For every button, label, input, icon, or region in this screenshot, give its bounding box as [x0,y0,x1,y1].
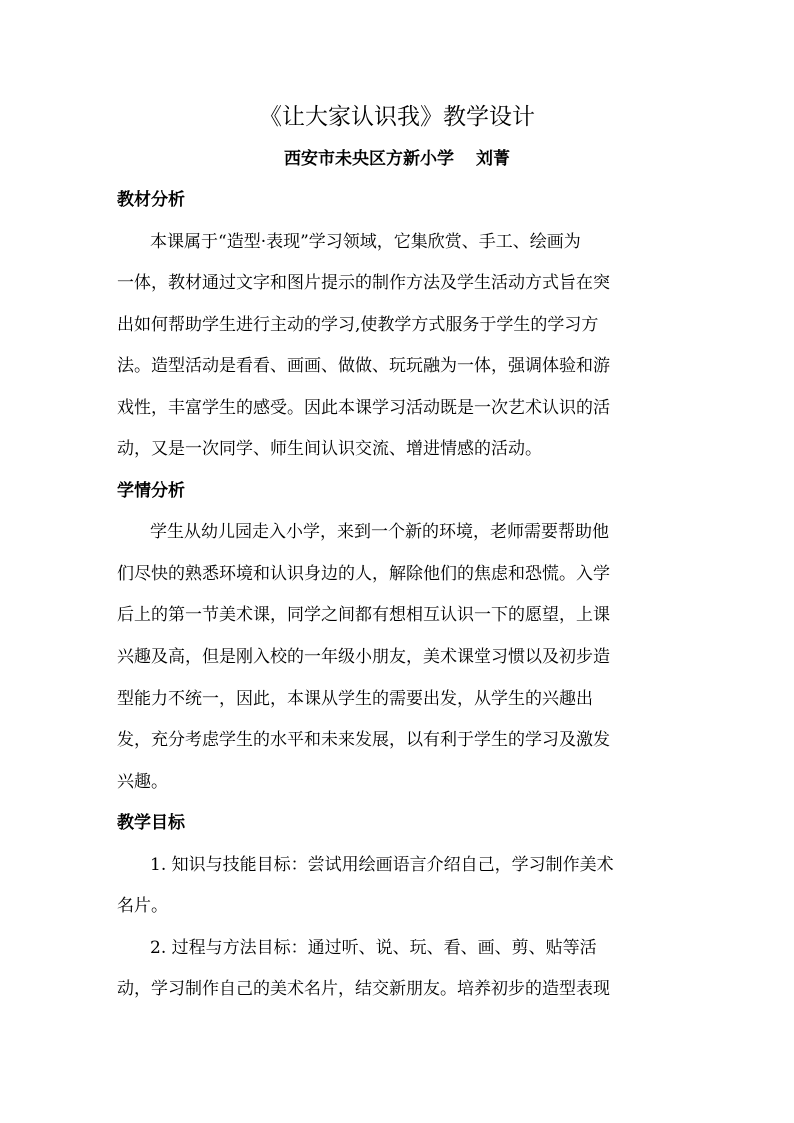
paragraph-line: 动，又是一次同学、师生间认识交流、增进情感的活动。 [117,439,542,459]
paragraph-line: 2. 过程与方法目标：通过听、说、玩、看、画、剪、贴等活 [150,938,597,958]
author-name: 刘菁 [476,149,510,169]
paragraph-line: 动，学习制作自己的美术名片，结交新朋友。培养初步的造型表现 [117,979,610,999]
paragraph-line: 兴趣。 [117,772,168,792]
section-heading: 教学目标 [117,813,185,833]
paragraph-line: 发，充分考虑学生的水平和未来发展，以有利于学生的学习及激发 [117,730,610,750]
section-heading: 学情分析 [117,481,185,501]
paragraph-line: 们尽快的熟悉环境和认识身边的人，解除他们的焦虑和恐慌。入学 [117,564,610,584]
paragraph-line: 后上的第一节美术课，同学之间都有想相互认识一下的愿望，上课 [117,605,610,625]
paragraph-line: 本课属于“造型·表现”学习领域，它集欣赏、手工、绘画为 [150,232,581,252]
author-school: 西安市未央区方新小学 [284,149,454,169]
paragraph-line: 型能力不统一，因此，本课从学生的需要出发，从学生的兴趣出 [117,689,593,709]
paragraph-line: 戏性，丰富学生的感受。因此本课学习活动既是一次艺术认识的活 [117,398,610,418]
paragraph-line: 学生从幼儿园走入小学，来到一个新的环境，老师需要帮助他 [150,522,609,542]
paragraph-line: 名片。 [117,896,168,916]
author-line [0,146,794,172]
document-title: 《让大家认识我》教学设计 [259,104,535,130]
paragraph-line: 1. 知识与技能目标：尝试用绘画语言介绍自己，学习制作美术 [150,855,614,875]
paragraph-line: 出如何帮助学生进行主动的学习,使教学方式服务于学生的学习方 [117,315,599,335]
paragraph-line: 一体，教材通过文字和图片提示的制作方法及学生活动方式旨在突 [117,273,610,293]
paragraph-line: 法。造型活动是看看、画画、做做、玩玩融为一体，强调体验和游 [117,356,610,376]
paragraph-line: 兴趣及高，但是刚入校的一年级小朋友，美术课堂习惯以及初步造 [117,647,610,667]
section-heading: 教材分析 [117,190,185,210]
